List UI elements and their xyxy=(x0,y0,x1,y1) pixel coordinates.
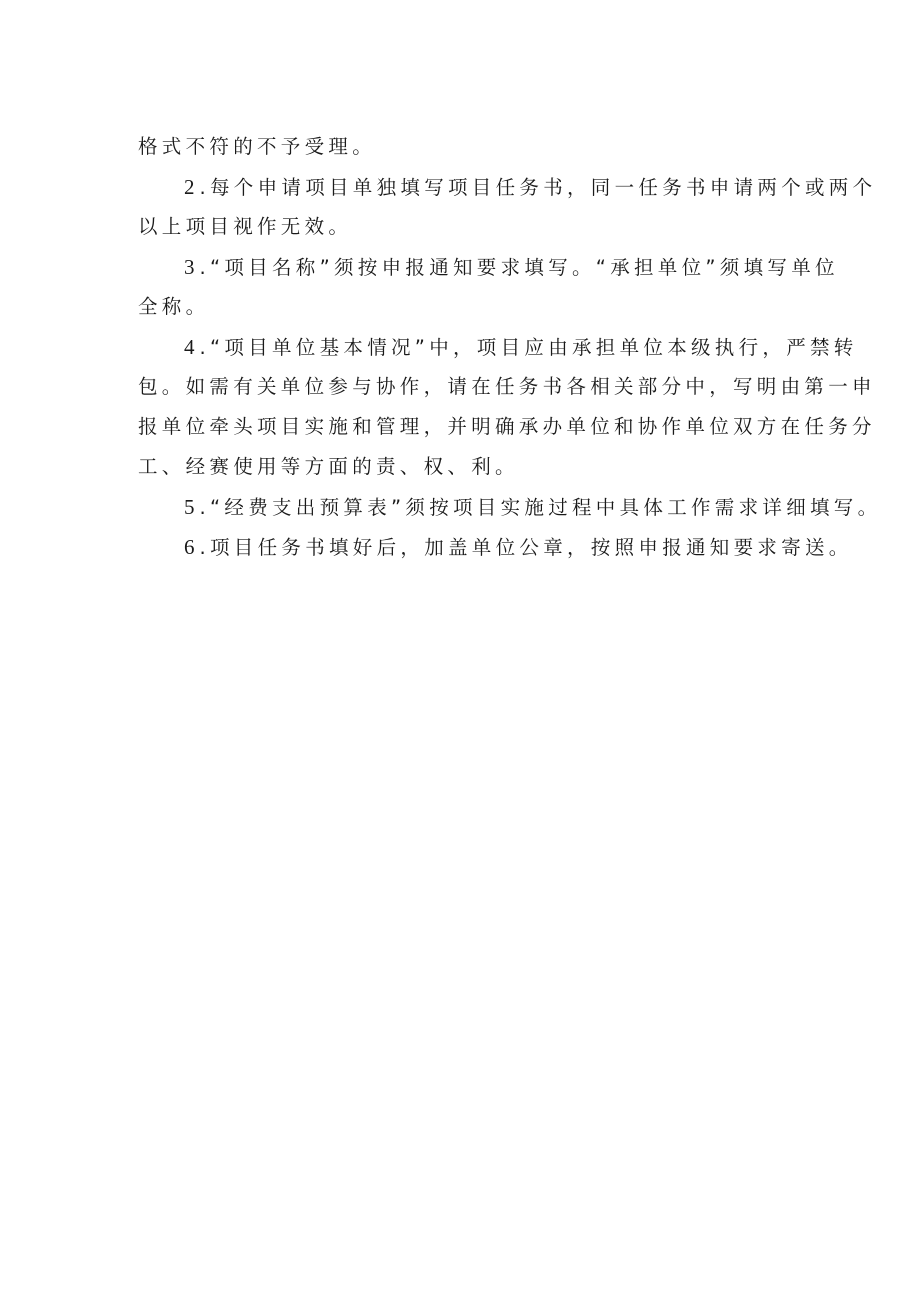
item-number: 3 xyxy=(184,255,200,279)
paragraph-6-line-1 xyxy=(138,527,853,567)
paragraph-text: .每个申请项目单独填写项目任务书，同一任务书申请两个或两个 xyxy=(199,176,877,199)
paragraph-text: 格式不符的不予受理。 xyxy=(138,135,377,158)
paragraph-text: .“经费支出预算表”须按项目实施过程中具体工作需求详细填写。 xyxy=(199,496,882,519)
item-number: 5 xyxy=(184,495,200,519)
paragraph-4-line-2 xyxy=(138,367,876,407)
paragraph-2-line-1 xyxy=(138,167,877,207)
item-number: 4 xyxy=(184,335,200,359)
paragraph-4-line-1 xyxy=(138,327,858,367)
paragraph-text: .“项目名称”须按申报通知要求填写。“承担单位”须填写单位 xyxy=(199,256,839,279)
paragraph-text: 工、经赛使用等方面的责、权、利。 xyxy=(138,455,519,478)
paragraph-4-line-4 xyxy=(138,447,818,487)
paragraph-text: .项目任务书填好后，加盖单位公章，按照申报通知要求寄送。 xyxy=(199,536,853,559)
paragraph-1-line-1 xyxy=(138,127,818,167)
item-number: 6 xyxy=(184,535,200,559)
paragraph-5-line-1 xyxy=(138,487,882,527)
paragraph-2-line-2 xyxy=(138,207,818,247)
document-body xyxy=(138,127,882,567)
paragraph-text: 全称。 xyxy=(138,295,210,318)
paragraph-4-line-3 xyxy=(138,407,876,447)
paragraph-text: 报单位牵头项目实施和管理，并明确承办单位和协作单位双方在任务分 xyxy=(138,415,876,438)
paragraph-text: 以上项目视作无效。 xyxy=(138,215,353,238)
paragraph-3-line-1 xyxy=(138,247,839,287)
item-number: 2 xyxy=(184,175,200,199)
paragraph-3-line-2 xyxy=(138,287,818,327)
paragraph-text: .“项目单位基本情况”中，项目应由承担单位本级执行，严禁转 xyxy=(199,336,858,359)
paragraph-text: 包。如需有关单位参与协作，请在任务书各相关部分中，写明由第一申 xyxy=(138,375,876,398)
